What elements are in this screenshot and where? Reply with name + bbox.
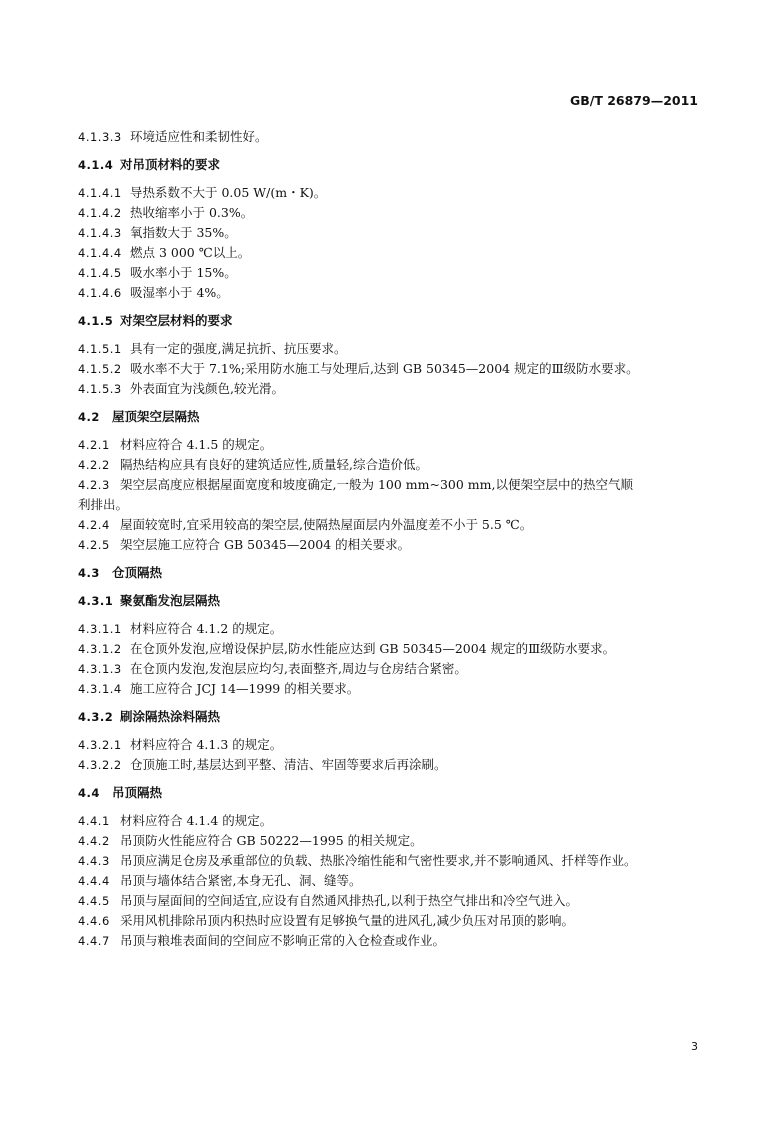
clause-number: 4.4.2 (78, 834, 110, 848)
clause-text: 材料应符合 4.1.2 的规定。 (130, 621, 283, 636)
clause-line (78, 679, 698, 699)
clause-text-continuation: 利排出。 (78, 497, 129, 512)
clause-line (78, 735, 698, 755)
clause-text: 屋面较宽时,宜采用较高的架空层,使隔热屋面层内外温度差不小于 5.5 ℃。 (120, 517, 533, 532)
clause-number: 4.3.1.3 (78, 662, 122, 676)
clause-line (78, 891, 698, 911)
clause-number: 4.2.4 (78, 518, 110, 532)
section-heading (78, 407, 698, 427)
clause-number: 4.1.5 (78, 314, 114, 328)
clause-number: 4.2.1 (78, 438, 110, 452)
clause-number: 4.2.2 (78, 458, 110, 472)
clause-number: 4.2 (78, 410, 100, 424)
clause-text: 对架空层材料的要求 (120, 313, 233, 328)
clause-text: 仓顶施工时,基层达到平整、清洁、牢固等要求后再涂刷。 (130, 757, 447, 772)
section-heading (78, 311, 698, 331)
clause-line (78, 339, 698, 359)
clause-line (78, 435, 698, 455)
clause-number: 4.4.1 (78, 814, 110, 828)
clause-text: 热收缩率小于 0.3%。 (130, 205, 254, 220)
clause-text: 屋顶架空层隔热 (112, 409, 200, 424)
section-heading (78, 155, 698, 175)
clause-text: 氧指数大于 35%。 (130, 225, 237, 240)
clause-number: 4.1.4.2 (78, 206, 122, 220)
clause-text: 材料应符合 4.1.5 的规定。 (120, 437, 273, 452)
clause-line (78, 223, 698, 243)
clause-number: 4.1.5.2 (78, 362, 122, 376)
clause-text: 燃点 3 000 ℃以上。 (130, 245, 251, 260)
clause-line (78, 911, 698, 931)
clause-number: 4.1.4 (78, 158, 114, 172)
clause-line (78, 811, 698, 831)
clause-text: 隔热结构应具有良好的建筑适应性,质量轻,综合造价低。 (120, 457, 428, 472)
document-body (78, 127, 698, 951)
clause-number: 4.1.4.3 (78, 226, 122, 240)
clause-text: 外表面宜为浅颜色,较光滑。 (130, 381, 284, 396)
clause-number: 4.3.2 (78, 710, 114, 724)
clause-text: 刷涂隔热涂料隔热 (120, 709, 221, 724)
clause-number: 4.3.1.4 (78, 682, 122, 696)
clause-number: 4.3 (78, 566, 100, 580)
clause-number: 4.4 (78, 786, 100, 800)
clause-number: 4.4.3 (78, 854, 110, 868)
clause-text: 吸水率不大于 7.1%;采用防水施工与处理后,达到 GB 50345—2004 规定的Ⅲ级防水要求。 (130, 361, 639, 376)
clause-text: 架空层高度应根据屋面宽度和坡度确定,一般为 100 mm~300 mm,以便架空层中的热空气顺 (120, 477, 633, 492)
clause-text: 架空层施工应符合 GB 50345—2004 的相关要求。 (120, 537, 411, 552)
clause-text: 施工应符合 JCJ 14—1999 的相关要求。 (130, 681, 360, 696)
clause-line (78, 127, 698, 147)
clause-line (78, 359, 698, 379)
clause-text: 吊顶防火性能应符合 GB 50222—1995 的相关规定。 (120, 833, 423, 848)
clause-text: 吸湿率小于 4%。 (130, 285, 229, 300)
clause-number: 4.1.3.3 (78, 130, 122, 144)
clause-number: 4.2.5 (78, 538, 110, 552)
clause-number: 4.4.6 (78, 914, 110, 928)
clause-line (78, 639, 698, 659)
clause-line (78, 851, 698, 871)
clause-number: 4.1.4.4 (78, 246, 122, 260)
clause-number: 4.1.4.1 (78, 186, 122, 200)
clause-number: 4.3.2.2 (78, 758, 122, 772)
clause-line (78, 203, 698, 223)
clause-line (78, 379, 698, 399)
section-heading (78, 783, 698, 803)
clause-line (78, 755, 698, 775)
clause-line (78, 535, 698, 555)
clause-text: 吊顶隔热 (112, 785, 163, 800)
clause-number: 4.3.1.1 (78, 622, 122, 636)
clause-text: 吊顶与墙体结合紧密,本身无孔、洞、缝等。 (120, 873, 362, 888)
clause-text: 在仓顶内发泡,发泡层应均匀,表面整齐,周边与仓房结合紧密。 (130, 661, 467, 676)
clause-line (78, 183, 698, 203)
clause-text: 导热系数不大于 0.05 W/(m・K)。 (130, 185, 327, 200)
clause-number: 4.1.5.1 (78, 342, 122, 356)
clause-line (78, 515, 698, 535)
section-heading (78, 707, 698, 727)
clause-text: 环境适应性和柔韧性好。 (130, 129, 268, 144)
clause-text: 在仓顶外发泡,应增设保护层,防水性能应达到 GB 50345—2004 规定的Ⅲ级防水要求。 (130, 641, 616, 656)
section-heading (78, 563, 698, 583)
clause-line (78, 475, 698, 515)
clause-line (78, 659, 698, 679)
clause-number: 4.2.3 (78, 478, 110, 492)
clause-number: 4.3.2.1 (78, 738, 122, 752)
clause-number: 4.3.1.2 (78, 642, 122, 656)
clause-line (78, 243, 698, 263)
clause-text: 聚氨酯发泡层隔热 (120, 593, 221, 608)
clause-text: 吊顶应满足仓房及承重部位的负载、热胀冷缩性能和气密性要求,并不影响通风、扦样等作业。 (120, 853, 637, 868)
clause-text: 对吊顶材料的要求 (120, 157, 221, 172)
clause-number: 4.1.4.6 (78, 286, 122, 300)
clause-line (78, 283, 698, 303)
clause-line (78, 619, 698, 639)
clause-line (78, 263, 698, 283)
clause-number: 4.4.7 (78, 934, 110, 948)
clause-text: 吊顶与粮堆表面间的空间应不影响正常的入仓检查或作业。 (120, 933, 446, 948)
standard-code: GB/T 26879—2011 (569, 93, 698, 108)
clause-line (78, 455, 698, 475)
page-number: 3 (691, 1040, 698, 1053)
clause-text: 采用风机排除吊顶内积热时应设置有足够换气量的进风孔,减少负压对吊顶的影响。 (120, 913, 574, 928)
clause-number: 4.1.5.3 (78, 382, 122, 396)
clause-number: 4.4.4 (78, 874, 110, 888)
clause-number: 4.1.4.5 (78, 266, 122, 280)
clause-text: 仓顶隔热 (112, 565, 163, 580)
clause-text: 吊顶与屋面间的空间适宜,应设有自然通风排热孔,以利于热空气排出和冷空气进入。 (120, 893, 578, 908)
clause-text: 吸水率小于 15%。 (130, 265, 237, 280)
clause-number: 4.3.1 (78, 594, 114, 608)
section-heading (78, 591, 698, 611)
clause-text: 材料应符合 4.1.3 的规定。 (130, 737, 283, 752)
clause-line (78, 871, 698, 891)
clause-line (78, 831, 698, 851)
clause-text: 材料应符合 4.1.4 的规定。 (120, 813, 273, 828)
clause-line (78, 931, 698, 951)
clause-number: 4.4.5 (78, 894, 110, 908)
clause-text: 具有一定的强度,满足抗折、抗压要求。 (130, 341, 347, 356)
